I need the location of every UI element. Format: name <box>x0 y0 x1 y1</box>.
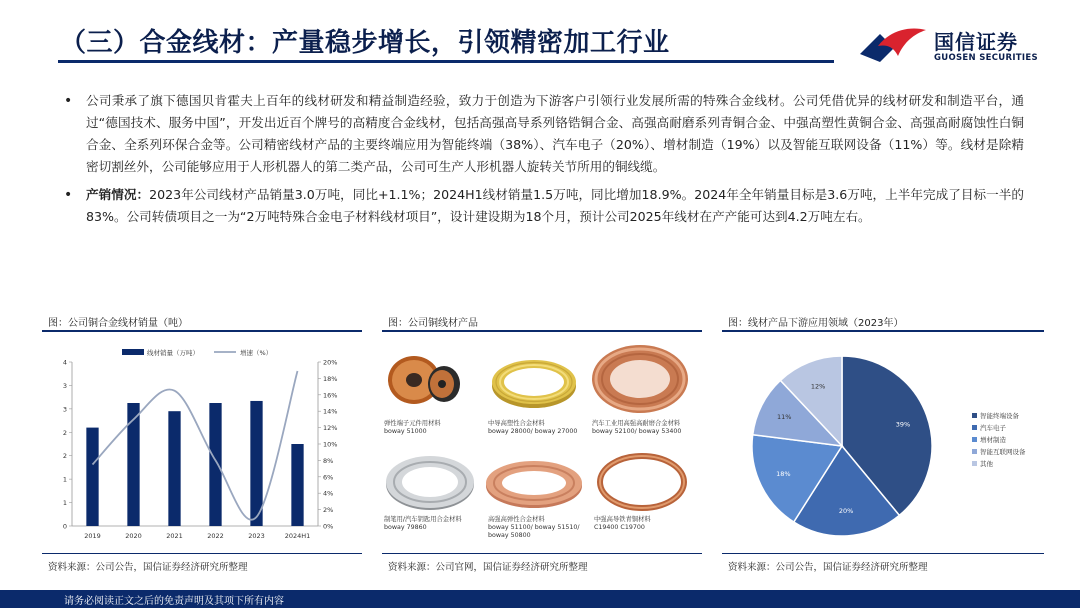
sales-bar <box>291 444 303 526</box>
x-tick-label: 2022 <box>207 532 224 540</box>
sales-bar <box>127 403 139 526</box>
product-label: 汽车工业用高强高耐磨合金材料 boway 52100/ boway 53400 <box>592 420 682 435</box>
legend-label: 其他 <box>980 460 993 468</box>
sales-bar <box>86 428 98 526</box>
legend-label: 增材制造 <box>980 436 1006 444</box>
left-tick-label: 2 <box>62 452 67 461</box>
copper-coil-image <box>590 343 690 415</box>
middle-panel-rule <box>382 330 702 332</box>
left-panel-rule <box>42 330 362 332</box>
product-label: 弹性端子元件用材料 boway 51000 <box>384 420 441 435</box>
sales-bar <box>250 401 262 526</box>
sales-bar <box>168 411 180 526</box>
legend-swatch <box>972 461 977 466</box>
x-tick-label: 2020 <box>125 532 142 540</box>
legend-label: 智能终端设备 <box>980 412 1019 420</box>
middle-panel-source: 资料来源：公司官网，国信证券经济研究所整理 <box>388 562 588 573</box>
right-tick-label: 18% <box>323 374 338 383</box>
page-title: （三）合金线材：产量稳步增长，引领精密加工行业 <box>60 28 670 58</box>
middle-panel-title: 图：公司铜线材产品 <box>388 318 478 329</box>
left-tick-label: 3 <box>62 405 67 414</box>
pie-data-label: 11% <box>777 413 792 422</box>
right-panel-bottom-rule <box>722 553 1044 554</box>
guosen-logo-icon <box>858 24 928 64</box>
left-panel-bottom-rule <box>42 553 362 554</box>
right-panel-rule <box>722 330 1044 332</box>
bullet-dot-icon: • <box>64 187 73 203</box>
right-panel-title: 图：线材产品下游应用领域（2023年） <box>728 318 904 329</box>
left-tick-label: 1 <box>62 475 67 484</box>
product-label: 中导高塑性合金材料 boway 28000/ boway 27000 <box>488 420 578 435</box>
right-tick-label: 4% <box>323 489 334 498</box>
right-panel-source: 资料来源：公司公告，国信证券经济研究所整理 <box>728 562 928 573</box>
bullet-text: 2023年公司线材产品销量3.0万吨，同比+1.1%；2024H1线材销量1.5万吨，同比增加18.9%。2024年全年销量目标是3.6万吨，上半年完成了目标一半的83%。公司转债项目之一为“2万吨特殊合金电子材料线材项目”，设计建设期为18个月，预计公司2025年线材在产产能可达到4.2万吨左右。 <box>86 187 1024 224</box>
right-tick-label: 2% <box>323 506 334 515</box>
x-tick-label: 2021 <box>166 532 183 540</box>
legend-swatch <box>972 413 977 418</box>
legend-swatch <box>972 437 977 442</box>
logo-name: 国信证券 <box>934 30 1018 54</box>
pie-data-label: 18% <box>776 470 791 479</box>
right-tick-label: 0% <box>323 522 334 531</box>
right-tick-label: 6% <box>323 473 334 482</box>
bullet-lead: 产销情况： <box>86 187 150 202</box>
left-tick-label: 3 <box>62 381 67 390</box>
x-tick-label: 2019 <box>84 532 101 540</box>
product-label: 中强高导铁青铜材料 C19400 C19700 <box>594 516 651 531</box>
legend-label: 汽车电子 <box>980 424 1006 432</box>
right-tick-label: 10% <box>323 440 338 449</box>
x-tick-label: 2023 <box>248 532 265 540</box>
logo-english-name: GUOSEN SECURITIES <box>934 53 1038 63</box>
brass-coil-image <box>486 348 582 414</box>
growth-line <box>93 371 298 520</box>
bullet-list <box>62 90 1024 234</box>
right-tick-label: 14% <box>323 407 338 416</box>
left-panel-source: 资料来源：公司公告，国信证券经济研究所整理 <box>48 562 248 573</box>
copper-bundle-image <box>484 456 584 512</box>
bullet-dot-icon: • <box>64 93 73 109</box>
legend-label: 智能互联网设备 <box>980 448 1026 456</box>
pie-data-label: 20% <box>838 507 854 516</box>
silver-coil-image <box>384 452 476 512</box>
legend-swatch <box>972 449 977 454</box>
pie-data-label: 39% <box>895 420 911 429</box>
footer-disclaimer: 请务必阅读正文之后的免责声明及其项下所有内容 <box>64 596 284 607</box>
x-tick-label: 2024H1 <box>284 532 311 540</box>
bullet-item <box>62 90 1024 178</box>
right-tick-label: 20% <box>323 358 338 367</box>
right-tick-label: 16% <box>323 391 338 400</box>
left-tick-label: 0 <box>62 522 67 531</box>
left-tick-label: 4 <box>62 358 67 367</box>
legend-bar-label: 线材销量（万吨） <box>147 349 199 357</box>
bullet-item <box>62 184 1024 228</box>
sales-bar <box>209 403 221 526</box>
left-tick-label: 1 <box>62 499 67 508</box>
left-panel-title: 图：公司铜合金线材销量（吨） <box>48 318 188 329</box>
copper-spool-image <box>384 350 464 410</box>
legend-line-label: 增速（%） <box>240 349 273 357</box>
legend-swatch <box>972 425 977 430</box>
right-tick-label: 12% <box>323 424 338 433</box>
pie-data-label: 12% <box>810 382 826 391</box>
title-underline <box>58 60 834 63</box>
product-label: 高强高弹性合金材料 boway 51100/ boway 51510/ boway 50800 <box>488 516 580 539</box>
legend-bar-swatch <box>122 349 144 355</box>
middle-panel-bottom-rule <box>382 553 702 554</box>
copper-ring-image <box>596 452 688 512</box>
application-pie-chart <box>722 340 1044 546</box>
right-tick-label: 8% <box>323 456 334 465</box>
product-label: 制笔用/汽车钥匙用合金材料 boway 79860 <box>384 516 462 531</box>
left-tick-label: 2 <box>62 428 67 437</box>
sales-bar-line-chart <box>42 340 362 546</box>
bullet-text: 公司秉承了旗下德国贝肯霍夫上百年的线材研发和精益制造经验，致力于创造为下游客户引领行业发展所需的特殊合金线材。公司凭借优异的线材研发和制造平台，通过“德国技术、服务中国”，开发出近百个牌号的高精度合金线材，包括高强高导系列铬锆铜合金、高强高耐磨系列青铜合金、中强高塑性黄铜合金、高强高耐腐蚀性白铜合金、全系列环保合金等。公司精密线材产品的主要终端应用为智能终端（38%）、汽车电子（20%）、增材制造（19%）以及智能互联网设备（11%）等。线材是除精密切割丝外，公司能够应用于人形机器人的第二类产品，公司可生产人形机器人旋转关节所用的铜线缆。 <box>86 93 1024 174</box>
